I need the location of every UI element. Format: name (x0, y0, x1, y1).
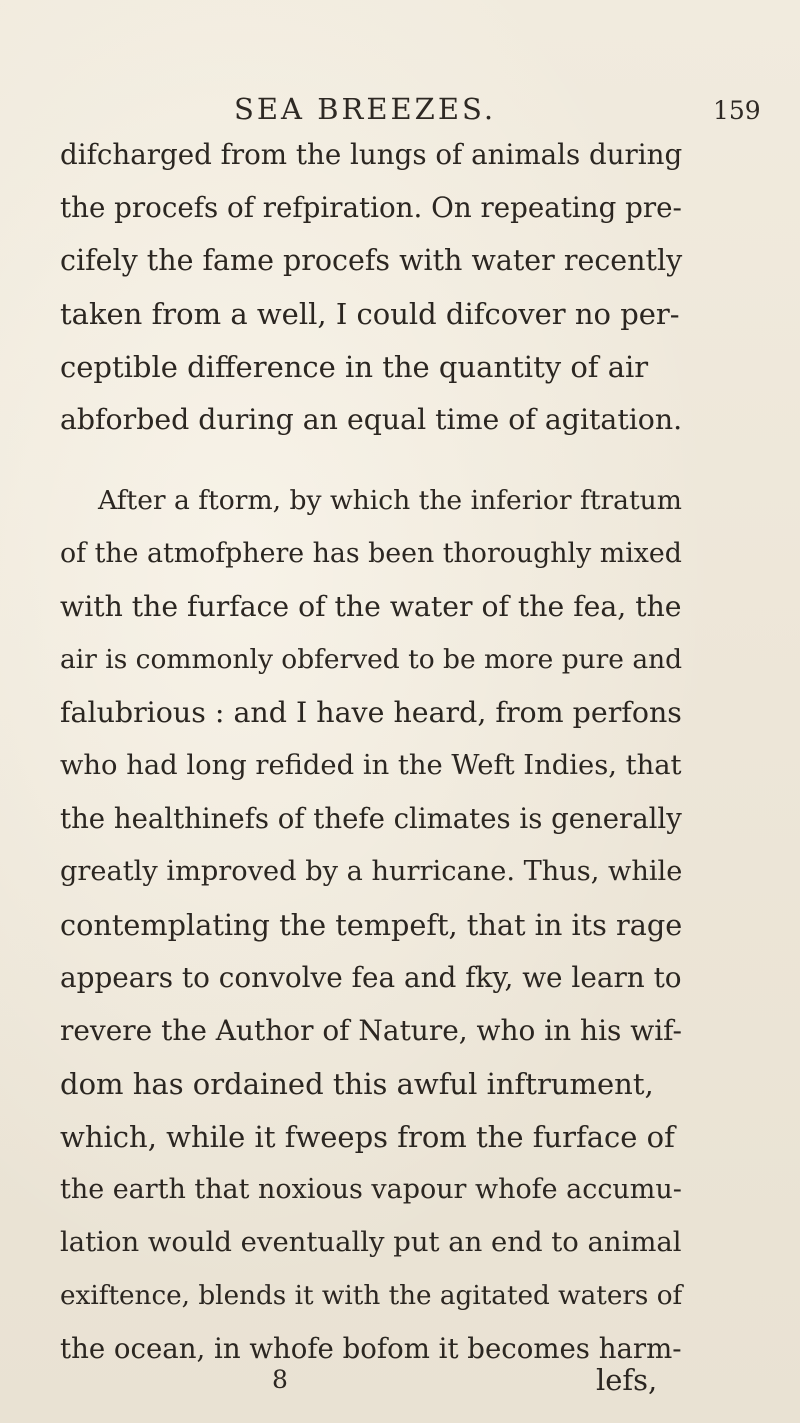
text-line: exiftence, blends it with the agitated waters of (60, 1281, 683, 1311)
text-line: who had long refided in the Weft Indies, that (60, 750, 682, 781)
text-line: appears to convolve fea and fky, we learn to (60, 961, 682, 994)
text-line: with the furface of the water of the fea, the (60, 590, 682, 623)
page-footer (0, 1355, 800, 1405)
text-line: the ocean, in whofe bofom it becomes harm- (60, 1332, 682, 1365)
text-line: which, while it fweeps from the furface of (60, 1120, 675, 1154)
text-line: cifely the fame procefs with water recently (60, 244, 683, 277)
text-line: the healthinefs of thefe climates is generally (60, 803, 682, 835)
page-header (0, 92, 800, 132)
text-line: greatly improved by a hurricane. Thus, while (60, 856, 683, 887)
text-line: After a ftorm, by which the inferior ftratum (98, 485, 682, 516)
catchword: lefs, (596, 1363, 658, 1397)
text-line: air is commonly obferved to be more pure and (60, 644, 683, 675)
text-line: dom has ordained this awful inftrument, (60, 1067, 654, 1101)
text-line: revere the Author of Nature, who in his wif- (60, 1014, 682, 1047)
text-line: taken from a well, I could difcover no per- (60, 297, 680, 331)
running-head: SEA BREEZES. (234, 92, 497, 126)
signature-mark: 8 (272, 1365, 288, 1394)
page-number: 159 (713, 96, 761, 125)
text-line: contemplating the tempeft, that in its rage (60, 908, 683, 942)
text-line: lation would eventually put an end to animal (60, 1227, 682, 1258)
text-line: of the atmofphere has been thoroughly mixed (60, 538, 682, 569)
text-line: the earth that noxious vapour whofe accumu- (60, 1174, 682, 1205)
text-line: the procefs of refpiration. On repeating pre- (60, 191, 682, 224)
text-line: difcharged from the lungs of animals during (60, 138, 683, 171)
text-line: falubrious : and I have heard, from perfons (60, 696, 682, 729)
text-line: abforbed during an equal time of agitation. (60, 403, 683, 436)
text-line: ceptible difference in the quantity of air (60, 350, 649, 384)
